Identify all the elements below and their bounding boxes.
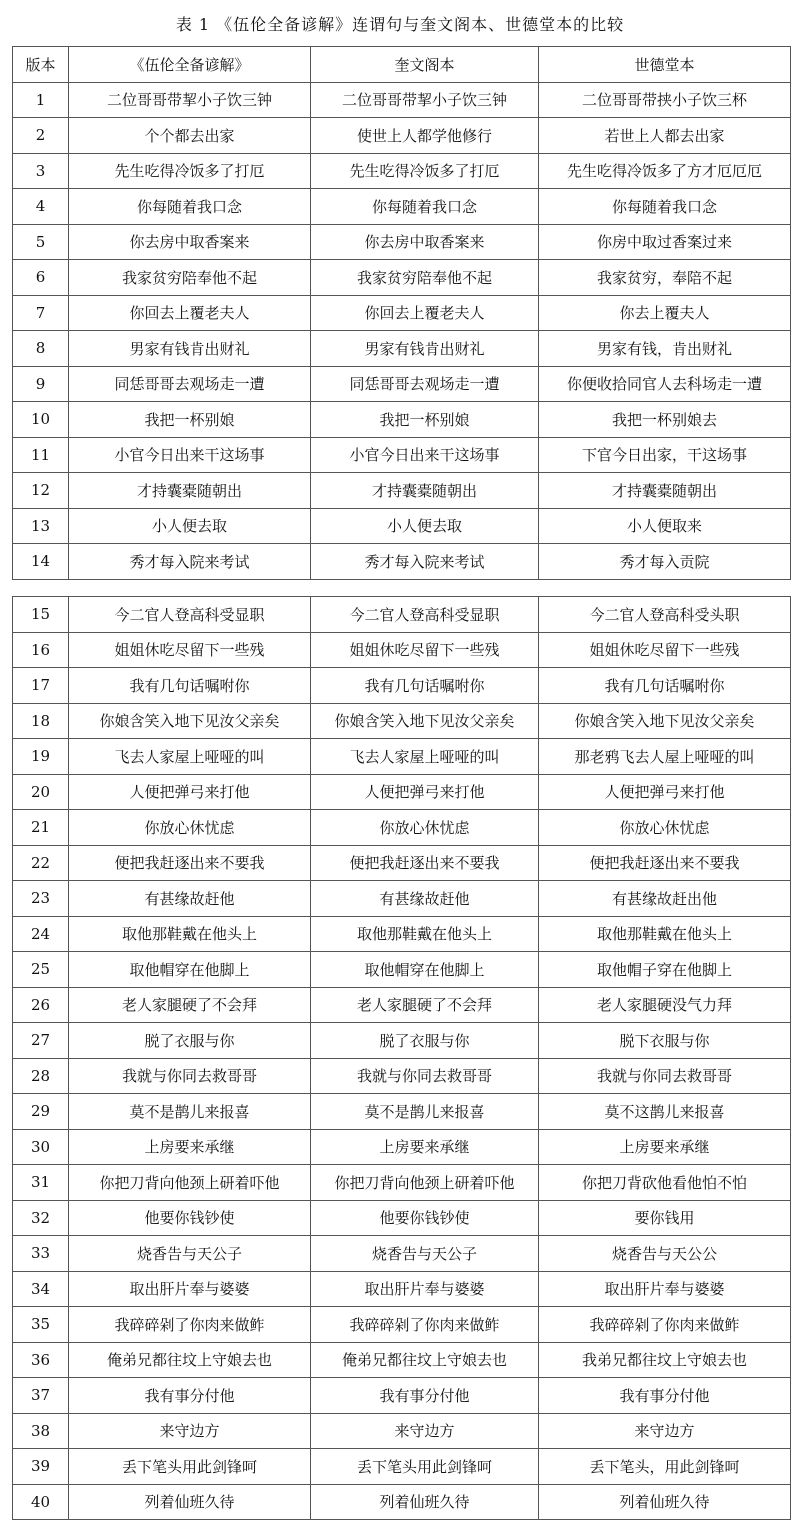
cell-wulun: 人便把弹弓来打他 — [69, 774, 311, 810]
row-number: 10 — [13, 402, 69, 438]
row-number: 35 — [13, 1307, 69, 1343]
cell-kuiwenge: 我家贫穷陪奉他不起 — [311, 260, 539, 296]
cell-shidetang: 男家有钱，肯出财礼 — [539, 331, 791, 367]
table-row — [13, 153, 791, 189]
cell-shidetang: 取出肝片奉与婆婆 — [539, 1271, 791, 1307]
cell-shidetang: 烧香告与天公公 — [539, 1236, 791, 1272]
table-row — [13, 1236, 791, 1272]
cell-shidetang: 今二官人登高科受头职 — [539, 597, 791, 633]
table-row — [13, 189, 791, 225]
cell-wulun: 我碎碎剁了你肉来做鲊 — [69, 1307, 311, 1343]
header-kuiwenge: 奎文阁本 — [311, 47, 539, 83]
cell-kuiwenge: 我碎碎剁了你肉来做鲊 — [311, 1307, 539, 1343]
table-row — [13, 668, 791, 704]
cell-kuiwenge: 你娘含笑入地下见汝父亲矣 — [311, 703, 539, 739]
cell-kuiwenge: 烧香告与天公子 — [311, 1236, 539, 1272]
cell-wulun: 取出肝片奉与婆婆 — [69, 1271, 311, 1307]
table-row — [13, 1378, 791, 1414]
cell-shidetang: 下官今日出家，干这场事 — [539, 437, 791, 473]
cell-shidetang: 我碎碎剁了你肉来做鲊 — [539, 1307, 791, 1343]
cell-shidetang: 才持囊橐随朝出 — [539, 473, 791, 509]
table-row — [13, 260, 791, 296]
cell-shidetang: 你把刀背砍他看他怕不怕 — [539, 1165, 791, 1201]
table-row — [13, 739, 791, 775]
row-number: 13 — [13, 508, 69, 544]
cell-kuiwenge: 小人便去取 — [311, 508, 539, 544]
table-row — [13, 366, 791, 402]
table-row — [13, 881, 791, 917]
cell-wulun: 你回去上覆老夫人 — [69, 295, 311, 331]
table-caption: 表 1 《伍伦全备谚解》连谓句与奎文阁本、世德堂本的比较 — [175, 15, 625, 34]
table-row — [13, 1023, 791, 1059]
cell-kuiwenge: 我有事分付他 — [311, 1378, 539, 1414]
cell-kuiwenge: 你每随着我口念 — [311, 189, 539, 225]
row-number: 24 — [13, 916, 69, 952]
cell-shidetang: 我弟兄都往坟上守娘去也 — [539, 1342, 791, 1378]
row-number: 39 — [13, 1449, 69, 1485]
table-row — [13, 1200, 791, 1236]
row-number: 16 — [13, 632, 69, 668]
row-number: 25 — [13, 952, 69, 988]
row-number: 21 — [13, 810, 69, 846]
header-wulun: 《伍伦全备谚解》 — [69, 47, 311, 83]
cell-kuiwenge: 秀才每入院来考试 — [311, 544, 539, 580]
cell-kuiwenge: 丢下笔头用此剑锋呵 — [311, 1449, 539, 1485]
cell-shidetang: 莫不这鹊儿来报喜 — [539, 1094, 791, 1130]
row-number: 9 — [13, 366, 69, 402]
row-number: 2 — [13, 118, 69, 154]
cell-kuiwenge: 飞去人家屋上哑哑的叫 — [311, 739, 539, 775]
cell-shidetang: 我把一杯别娘去 — [539, 402, 791, 438]
table-row — [13, 473, 791, 509]
cell-wulun: 有甚缘故赶他 — [69, 881, 311, 917]
row-number: 6 — [13, 260, 69, 296]
cell-kuiwenge: 取他帽穿在他脚上 — [311, 952, 539, 988]
cell-shidetang: 有甚缘故赶出他 — [539, 881, 791, 917]
cell-wulun: 来守边方 — [69, 1413, 311, 1449]
row-number: 5 — [13, 224, 69, 260]
cell-shidetang: 你放心休忧虑 — [539, 810, 791, 846]
cell-kuiwenge: 二位哥哥带挈小子饮三钟 — [311, 82, 539, 118]
table-row — [13, 1484, 791, 1520]
cell-wulun: 列着仙班久待 — [69, 1484, 311, 1520]
table-row — [13, 1165, 791, 1201]
cell-shidetang: 要你钱用 — [539, 1200, 791, 1236]
row-number: 7 — [13, 295, 69, 331]
cell-wulun: 上房要来承继 — [69, 1129, 311, 1165]
cell-wulun: 莫不是鹊儿来报喜 — [69, 1094, 311, 1130]
cell-shidetang: 老人家腿硬没气力拜 — [539, 987, 791, 1023]
cell-wulun: 今二官人登高科受显职 — [69, 597, 311, 633]
cell-wulun: 脱了衣服与你 — [69, 1023, 311, 1059]
table-row — [13, 987, 791, 1023]
cell-kuiwenge: 莫不是鹊儿来报喜 — [311, 1094, 539, 1130]
cell-wulun: 老人家腿硬了不会拜 — [69, 987, 311, 1023]
cell-wulun: 俺弟兄都往坟上守娘去也 — [69, 1342, 311, 1378]
cell-shidetang: 来守边方 — [539, 1413, 791, 1449]
table-row — [13, 82, 791, 118]
cell-wulun: 你把刀背向他颈上研着吓他 — [69, 1165, 311, 1201]
comparison-table-part-2 — [12, 596, 791, 1520]
table-row — [13, 1094, 791, 1130]
cell-shidetang: 脱下衣服与你 — [539, 1023, 791, 1059]
row-number: 40 — [13, 1484, 69, 1520]
row-number: 37 — [13, 1378, 69, 1414]
cell-shidetang: 我家贫穷，奉陪不起 — [539, 260, 791, 296]
row-number: 32 — [13, 1200, 69, 1236]
cell-shidetang: 我就与你同去救哥哥 — [539, 1058, 791, 1094]
row-number: 12 — [13, 473, 69, 509]
cell-wulun: 丢下笔头用此剑锋呵 — [69, 1449, 311, 1485]
row-number: 38 — [13, 1413, 69, 1449]
cell-kuiwenge: 来守边方 — [311, 1413, 539, 1449]
row-number: 28 — [13, 1058, 69, 1094]
header-shidetang: 世德堂本 — [539, 47, 791, 83]
cell-wulun: 我有几句话嘱咐你 — [69, 668, 311, 704]
cell-kuiwenge: 先生吃得冷饭多了打厄 — [311, 153, 539, 189]
cell-wulun: 取他帽穿在他脚上 — [69, 952, 311, 988]
cell-wulun: 你每随着我口念 — [69, 189, 311, 225]
cell-kuiwenge: 使世上人都学他修行 — [311, 118, 539, 154]
table-row — [13, 295, 791, 331]
row-number: 30 — [13, 1129, 69, 1165]
row-number: 29 — [13, 1094, 69, 1130]
cell-shidetang: 姐姐休吃尽留下一些残 — [539, 632, 791, 668]
cell-kuiwenge: 今二官人登高科受显职 — [311, 597, 539, 633]
cell-shidetang: 人便把弹弓来打他 — [539, 774, 791, 810]
table-row — [13, 118, 791, 154]
row-number: 36 — [13, 1342, 69, 1378]
table-row — [13, 632, 791, 668]
cell-shidetang: 你去上覆夫人 — [539, 295, 791, 331]
cell-shidetang: 那老鸦飞去人屋上哑哑的叫 — [539, 739, 791, 775]
cell-wulun: 他要你钱钞使 — [69, 1200, 311, 1236]
cell-wulun: 你娘含笑入地下见汝父亲矣 — [69, 703, 311, 739]
cell-shidetang: 二位哥哥带挟小子饮三杯 — [539, 82, 791, 118]
cell-kuiwenge: 姐姐休吃尽留下一些残 — [311, 632, 539, 668]
cell-wulun: 你放心休忧虑 — [69, 810, 311, 846]
cell-kuiwenge: 同恁哥哥去观场走一遭 — [311, 366, 539, 402]
table-row — [13, 916, 791, 952]
cell-wulun: 烧香告与天公子 — [69, 1236, 311, 1272]
cell-wulun: 同恁哥哥去观场走一遭 — [69, 366, 311, 402]
cell-shidetang: 你房中取过香案过来 — [539, 224, 791, 260]
cell-wulun: 才持囊橐随朝出 — [69, 473, 311, 509]
cell-kuiwenge: 你去房中取香案来 — [311, 224, 539, 260]
table-row — [13, 845, 791, 881]
cell-kuiwenge: 我把一杯别娘 — [311, 402, 539, 438]
cell-wulun: 先生吃得冷饭多了打厄 — [69, 153, 311, 189]
cell-kuiwenge: 列着仙班久待 — [311, 1484, 539, 1520]
table-row — [13, 544, 791, 580]
cell-shidetang: 你娘含笑入地下见汝父亲矣 — [539, 703, 791, 739]
cell-shidetang: 上房要来承继 — [539, 1129, 791, 1165]
table-row — [13, 224, 791, 260]
row-number: 23 — [13, 881, 69, 917]
row-number: 3 — [13, 153, 69, 189]
row-number: 17 — [13, 668, 69, 704]
cell-shidetang: 便把我赶逐出来不要我 — [539, 845, 791, 881]
cell-wulun: 男家有钱肯出财礼 — [69, 331, 311, 367]
table-row — [13, 1413, 791, 1449]
cell-shidetang: 你每随着我口念 — [539, 189, 791, 225]
row-number: 33 — [13, 1236, 69, 1272]
header-version: 版本 — [13, 47, 69, 83]
table-row — [13, 952, 791, 988]
row-number: 11 — [13, 437, 69, 473]
cell-wulun: 秀才每入院来考试 — [69, 544, 311, 580]
cell-kuiwenge: 脱了衣服与你 — [311, 1023, 539, 1059]
row-number: 31 — [13, 1165, 69, 1201]
cell-kuiwenge: 取出肝片奉与婆婆 — [311, 1271, 539, 1307]
cell-kuiwenge: 上房要来承继 — [311, 1129, 539, 1165]
cell-shidetang: 秀才每入贡院 — [539, 544, 791, 580]
cell-shidetang: 取他那鞋戴在他头上 — [539, 916, 791, 952]
cell-wulun: 你去房中取香案来 — [69, 224, 311, 260]
cell-kuiwenge: 有甚缘故赶他 — [311, 881, 539, 917]
cell-wulun: 姐姐休吃尽留下一些残 — [69, 632, 311, 668]
cell-shidetang: 若世上人都去出家 — [539, 118, 791, 154]
table-row — [13, 1058, 791, 1094]
cell-kuiwenge: 你把刀背向他颈上研着吓他 — [311, 1165, 539, 1201]
cell-shidetang: 我有事分付他 — [539, 1378, 791, 1414]
cell-kuiwenge: 才持囊橐随朝出 — [311, 473, 539, 509]
row-number: 14 — [13, 544, 69, 580]
cell-kuiwenge: 俺弟兄都往坟上守娘去也 — [311, 1342, 539, 1378]
table-row — [13, 331, 791, 367]
cell-wulun: 我把一杯别娘 — [69, 402, 311, 438]
cell-kuiwenge: 人便把弹弓来打他 — [311, 774, 539, 810]
cell-shidetang: 小人便取来 — [539, 508, 791, 544]
table-row — [13, 703, 791, 739]
row-number: 8 — [13, 331, 69, 367]
cell-kuiwenge: 老人家腿硬了不会拜 — [311, 987, 539, 1023]
header-row — [13, 47, 791, 83]
cell-wulun: 我家贫穷陪奉他不起 — [69, 260, 311, 296]
table-row — [13, 1307, 791, 1343]
row-number: 20 — [13, 774, 69, 810]
table-row — [13, 1449, 791, 1485]
table-row — [13, 1342, 791, 1378]
row-number: 4 — [13, 189, 69, 225]
cell-wulun: 飞去人家屋上哑哑的叫 — [69, 739, 311, 775]
table-row — [13, 402, 791, 438]
row-number: 22 — [13, 845, 69, 881]
row-number: 1 — [13, 82, 69, 118]
row-number: 19 — [13, 739, 69, 775]
row-number: 26 — [13, 987, 69, 1023]
cell-wulun: 小官今日出来干这场事 — [69, 437, 311, 473]
cell-kuiwenge: 我就与你同去救哥哥 — [311, 1058, 539, 1094]
cell-kuiwenge: 男家有钱肯出财礼 — [311, 331, 539, 367]
cell-kuiwenge: 你回去上覆老夫人 — [311, 295, 539, 331]
table-row — [13, 437, 791, 473]
cell-shidetang: 我有几句话嘱咐你 — [539, 668, 791, 704]
cell-wulun: 小人便去取 — [69, 508, 311, 544]
cell-kuiwenge: 取他那鞋戴在他头上 — [311, 916, 539, 952]
cell-kuiwenge: 你放心休忧虑 — [311, 810, 539, 846]
table-row — [13, 597, 791, 633]
cell-kuiwenge: 他要你钱钞使 — [311, 1200, 539, 1236]
cell-wulun: 二位哥哥带挈小子饮三钟 — [69, 82, 311, 118]
cell-wulun: 取他那鞋戴在他头上 — [69, 916, 311, 952]
cell-wulun: 我有事分付他 — [69, 1378, 311, 1414]
cell-shidetang: 先生吃得冷饭多了方才厄厄厄 — [539, 153, 791, 189]
comparison-table-part-1 — [12, 46, 791, 580]
cell-shidetang: 你便收拾同官人去科场走一遭 — [539, 366, 791, 402]
table-row — [13, 810, 791, 846]
table-row — [13, 508, 791, 544]
table-row — [13, 1271, 791, 1307]
cell-kuiwenge: 我有几句话嘱咐你 — [311, 668, 539, 704]
row-number: 15 — [13, 597, 69, 633]
cell-wulun: 便把我赶逐出来不要我 — [69, 845, 311, 881]
cell-shidetang: 丢下笔头，用此剑锋呵 — [539, 1449, 791, 1485]
row-number: 34 — [13, 1271, 69, 1307]
cell-shidetang: 取他帽子穿在他脚上 — [539, 952, 791, 988]
cell-wulun: 我就与你同去救哥哥 — [69, 1058, 311, 1094]
cell-wulun: 个个都去出家 — [69, 118, 311, 154]
row-number: 18 — [13, 703, 69, 739]
cell-shidetang: 列着仙班久待 — [539, 1484, 791, 1520]
cell-kuiwenge: 小官今日出来干这场事 — [311, 437, 539, 473]
row-number: 27 — [13, 1023, 69, 1059]
table-row — [13, 1129, 791, 1165]
cell-kuiwenge: 便把我赶逐出来不要我 — [311, 845, 539, 881]
table-row — [13, 774, 791, 810]
